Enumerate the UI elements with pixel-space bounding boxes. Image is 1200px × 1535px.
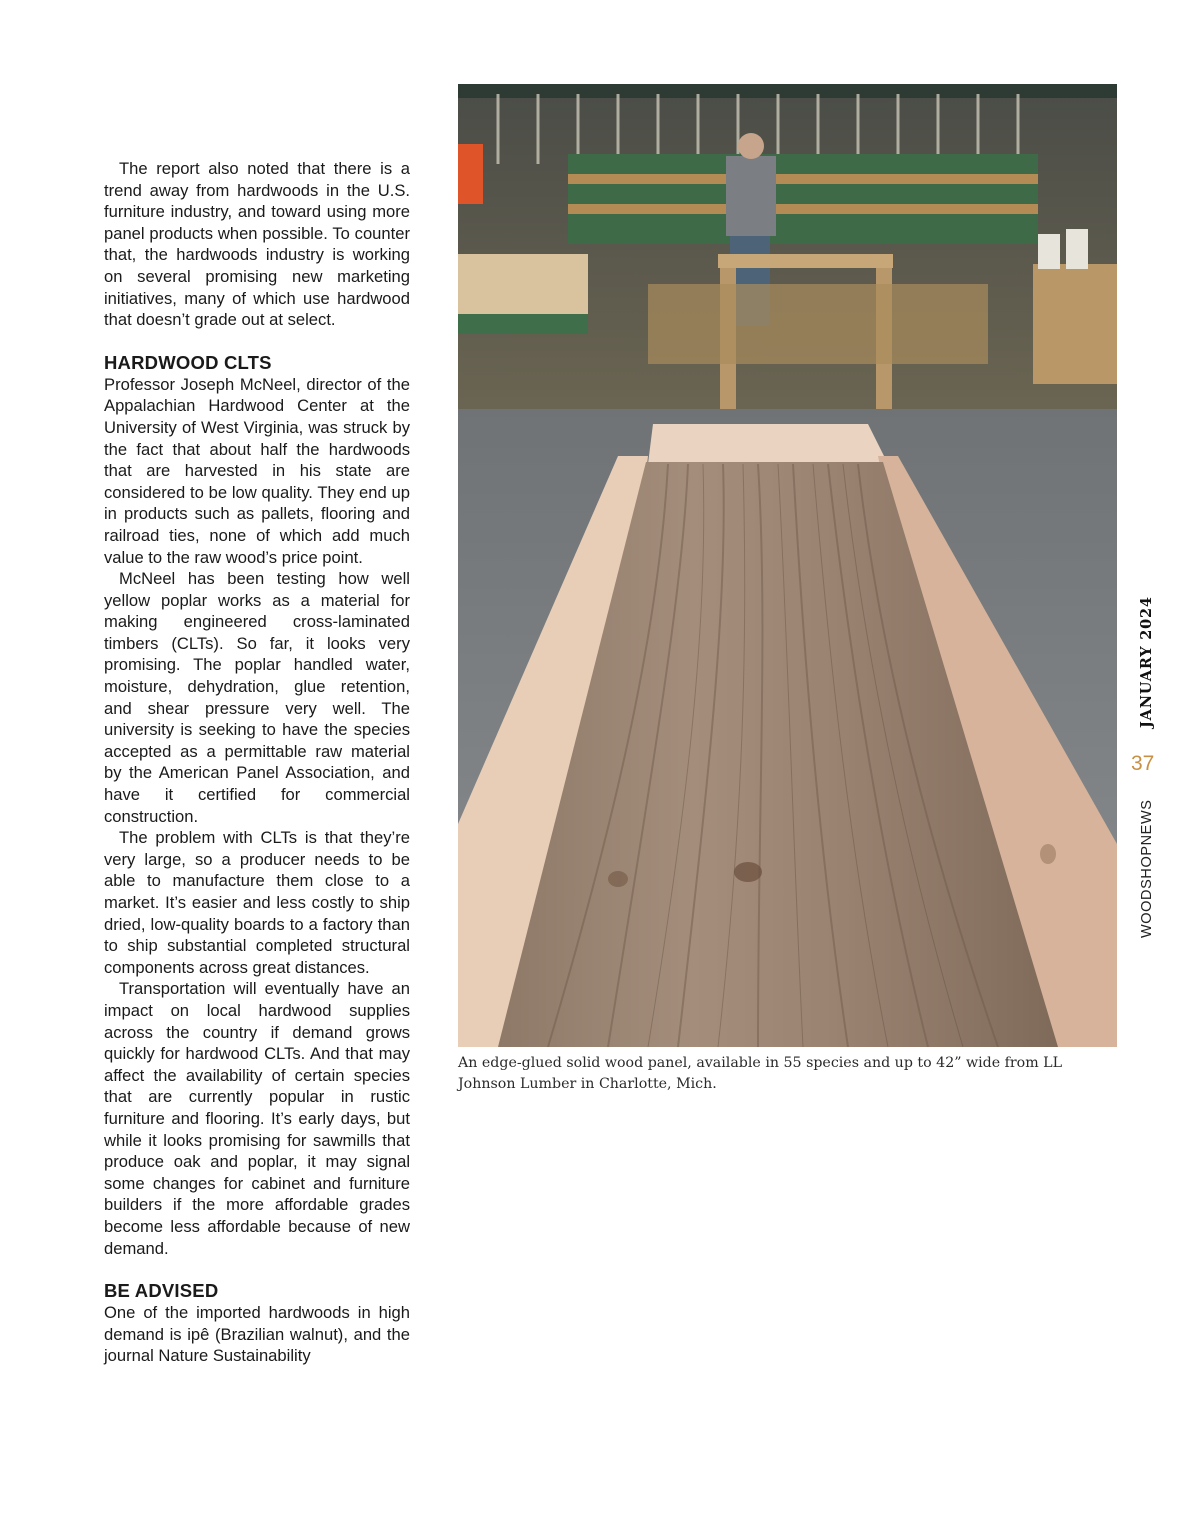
article-paragraph: One of the imported hardwoods in high demand is ipê (Brazilian walnut), and the journal Nature Sustainability [104, 1303, 410, 1366]
issue-date: JANUARY 2024 [1138, 596, 1155, 728]
article-paragraph: Transportation will eventually have an impact on local hardwood supplies across the country if demand grows quickly for hardwood CLTs. And that may affect the availability of certain species that are currently popular in rustic furniture and flooring. It’s early days, but while it looks promising for sawmills that produce oak and poplar, it may signal some changes for cabinet and furniture builders if the more affordable grades become less affordable because of new demand. [104, 979, 410, 1258]
publication-name: WOODSHOPNEWS [1139, 799, 1155, 938]
section-heading: BE ADVISED [104, 1280, 219, 1302]
wood-panel-photo [458, 84, 1117, 1047]
photo-caption: An edge-glued solid wood panel, available in 55 species and up to 42” wide from LL Johnson Lumber in Charlotte, Mich. [458, 1055, 1063, 1092]
section-heading: HARDWOOD CLTS [104, 351, 272, 373]
article-paragraph: Professor Joseph McNeel, director of the Appalachian Hardwood Center at the University of West Virginia, was struck by the fact that about half the hardwoods that are harvested in his state are considered to be low quality. They end up in products such as pallets, flooring and railroad ties, none of which add much value to the raw wood’s price point. [104, 374, 410, 567]
article-paragraph: The report also noted that there is a trend away from hardwoods in the U.S. furniture industry, and toward using more panel products when possible. To counter that, the hardwoods industry is working on several promising new marketing initiatives, many of which use hardwood that doesn’t grade out at select. [104, 159, 410, 330]
article-paragraph: The problem with CLTs is that they’re very large, so a producer needs to be able to manufacture them close to a market. It’s easier and less costly to ship dried, low-quality boards to a factory than to ship substantial completed structural components across great distances. [104, 828, 410, 977]
article-paragraph: McNeel has been testing how well yellow poplar works as a material for making engineered cross-laminated timbers (CLTs). So far, it looks very promising. The poplar handled water, moisture, dehydration, glue retention, and shear pressure very well. The university is seeking to have the species accepted as a permittable raw material by the American Panel Association, and have it certified for commercial construction. [104, 569, 410, 826]
page-number: 37 [1131, 752, 1155, 775]
article-text-column [104, 158, 410, 1367]
